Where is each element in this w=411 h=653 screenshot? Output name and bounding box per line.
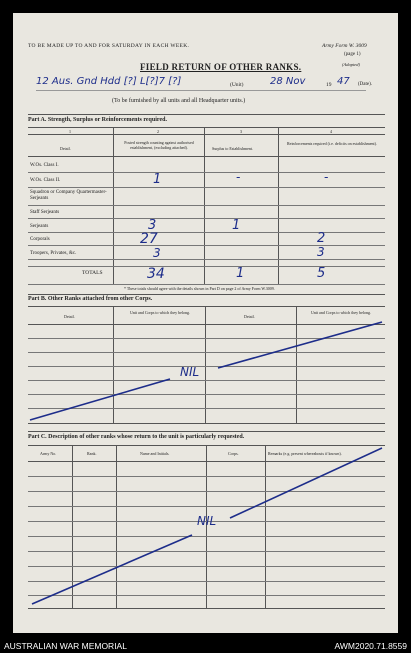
instruction-text: TO BE MADE UP TO AND FOR SATURDAY IN EACH WEEK. — [28, 43, 190, 49]
unit-handwritten: 12 Aus. Gnd Hdd [?] L[?]7 [?] — [36, 76, 182, 87]
part-c-header-rank: Rank. — [87, 451, 97, 456]
row-corporals-reinf: 2 — [317, 231, 326, 246]
part-c-header-corps: Corps. — [228, 451, 239, 456]
form-title: FIELD RETURN OF OTHER RANKS. — [140, 62, 302, 72]
part-b-nil: NIL — [180, 365, 200, 379]
footer-source: AUSTRALIAN WAR MEMORIAL — [4, 641, 127, 651]
part-b-title: Part B. Other Ranks attached from other Corps. — [28, 296, 153, 302]
part-c-header-remarks: Remarks (e.g. present whereabouts if known). — [268, 451, 342, 456]
row-corporals-label: Corporals — [30, 237, 50, 242]
totals-posted: 34 — [147, 266, 165, 282]
footer-accession: AWM2020.71.8559 — [334, 641, 407, 651]
row-serjeants-surplus: 1 — [232, 218, 241, 233]
year-handwritten: 47 — [337, 76, 350, 87]
totals-surplus: 1 — [236, 266, 245, 281]
part-a-title: Part A. Strength, Surplus or Reinforcements required. — [28, 117, 167, 123]
part-c-header-army-no: Army No. — [40, 451, 57, 456]
totals-label: TOTALS — [82, 270, 103, 276]
header-posted: Posted strength counting against authorised establishment, (excluding attached). — [124, 140, 194, 150]
row-troopers-reinf: 3 — [317, 245, 325, 259]
row-wo-class-2-surplus: - — [236, 170, 241, 184]
part-c-header-name: Name and Initials. — [140, 451, 170, 456]
unit-label: (Unit) — [230, 82, 244, 88]
page-indicator: (page 1) — [344, 52, 361, 57]
header-surplus: Surplus to Establishment. — [212, 146, 253, 151]
row-wo-class-2-reinf: - — [324, 170, 329, 184]
part-b-header-unit-1: Unit and Corps to which they belong. — [129, 310, 191, 315]
adapted-note: (Adapted) — [342, 62, 360, 67]
row-cqms-label: Squadron or Company Quartermaster-Serjeants — [30, 190, 107, 201]
part-b-header-detail-1: Detail. — [64, 314, 75, 319]
totals-reinf: 5 — [317, 266, 326, 281]
row-troopers-label: Troopers, Privates, &c. — [30, 251, 77, 256]
row-troopers-posted: 3 — [153, 246, 161, 260]
year-prefix: 19 — [326, 82, 332, 88]
col-number-4: 4 — [330, 129, 332, 134]
row-wo-class-1-label: W.Os. Class I. — [30, 163, 59, 168]
row-serjeants-label: Serjeants — [30, 224, 49, 229]
col-number-1: 1 — [69, 129, 71, 134]
part-c-title: Part C. Description of other ranks whose return to the unit is particularly requested. — [28, 434, 245, 440]
row-corporals-posted: 27 — [140, 231, 158, 247]
row-wo-class-2-posted: 1 — [153, 172, 162, 187]
part-b-header-unit-2: Unit and Corps to which they belong. — [310, 310, 372, 315]
date-label: (Date). — [358, 82, 373, 87]
col-number-3: 3 — [240, 129, 242, 134]
header-reinforcements: Reinforcements required (i.e. deficits on establishment). — [287, 141, 377, 146]
totals-note: * These totals should agree with the details shown in Part D on page 2 of Army Form W.3009. — [124, 286, 275, 291]
col-number-2: 2 — [157, 129, 159, 134]
part-b-header-detail-2: Detail. — [244, 314, 255, 319]
part-c-nil: NIL — [197, 514, 217, 528]
form-number: Army Form W. 3009 — [322, 43, 367, 49]
row-serjeants-posted: 3 — [148, 218, 157, 233]
row-wo-class-2-label: W.Os. Class II. — [30, 178, 61, 183]
furnished-note: (To be furnished by all units and all Headquarter units.) — [112, 98, 246, 104]
row-staff-serjeants-label: Staff Serjeants — [30, 210, 60, 215]
header-detail: Detail. — [60, 146, 71, 151]
date-handwritten: 28 Nov — [270, 76, 306, 87]
